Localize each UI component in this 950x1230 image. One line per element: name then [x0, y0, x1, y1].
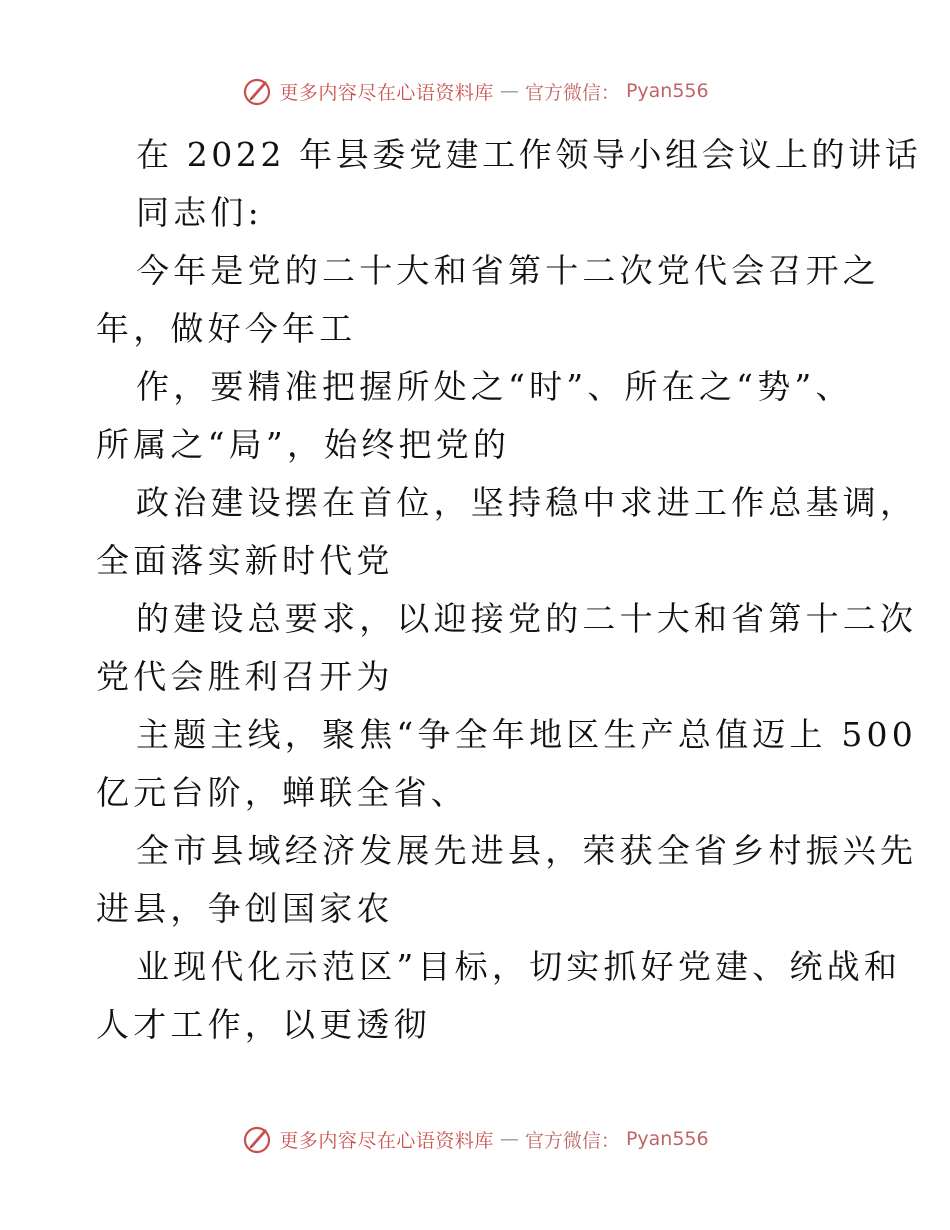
paragraph-line: 政治建设摆在首位，坚持稳中求进工作总基调， — [136, 483, 918, 522]
paragraph-line: 的建设总要求，以迎接党的二十大和省第十二次 — [136, 599, 918, 638]
paragraph-line: 进县，争创国家农 — [96, 889, 394, 928]
salutation: 同志们: — [136, 193, 263, 232]
paragraph-line: 年，做好今年工 — [96, 309, 357, 348]
paragraph-line: 所属之“局”，始终把党的 — [96, 425, 511, 464]
quill-logo-icon — [241, 75, 273, 107]
watermark-label: 官方微信： — [524, 1129, 620, 1152]
quill-logo-icon — [241, 1123, 273, 1155]
speech-title: 在 2022 年县委党建工作领导小组会议上的讲话 — [136, 135, 922, 174]
document-body — [96, 126, 922, 1054]
paragraph-line: 业现代化示范区”目标，切实抓好党建、统战和 — [136, 947, 902, 986]
paragraph-line: 党代会胜利召开为 — [96, 657, 394, 696]
watermark-brand: 更多内容尽在心语资料库 — [279, 1129, 494, 1152]
watermark-brand: 更多内容尽在心语资料库 — [279, 81, 494, 104]
watermark-wechat-id: Pyan556 — [625, 80, 709, 102]
watermark-wechat-id: Pyan556 — [625, 1128, 709, 1150]
watermark-separator: — — [499, 80, 519, 102]
watermark-separator: — — [499, 1128, 519, 1150]
paragraph-line: 亿元台阶，蝉联全省、 — [96, 773, 468, 812]
header-watermark — [0, 71, 950, 111]
paragraph-line: 主题主线，聚焦“争全年地区生产总值迈上 500 — [136, 715, 917, 754]
paragraph-line: 今年是党的二十大和省第十二次党代会召开之 — [136, 251, 880, 290]
paragraph-line: 人才工作，以更透彻 — [96, 1005, 431, 1044]
paragraph-line: 全市县域经济发展先进县，荣获全省乡村振兴先 — [136, 831, 918, 870]
footer-watermark — [0, 1119, 950, 1159]
watermark-label: 官方微信： — [524, 81, 620, 104]
paragraph-line: 作，要精准把握所处之“时”、所在之“势”、 — [136, 367, 853, 406]
paragraph-line: 全面落实新时代党 — [96, 541, 394, 580]
